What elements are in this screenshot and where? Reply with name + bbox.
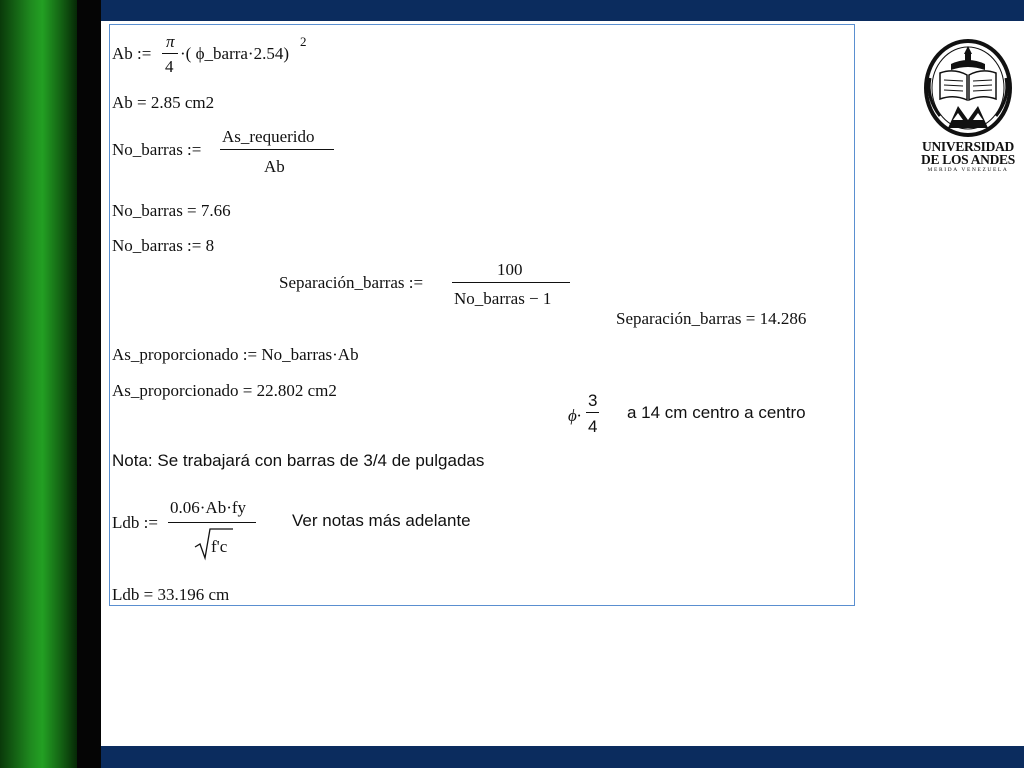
university-seal-icon	[918, 38, 1018, 138]
ldb-def-denominator: f'c	[211, 537, 228, 556]
bottom-band	[101, 746, 1024, 768]
phi-fraction-bar	[586, 412, 599, 413]
phi-symbol: ϕ·	[568, 406, 582, 425]
logo-line2: DE LOS ANDES	[921, 152, 1015, 167]
asprop-definition: As_proporcionado := No_barras·Ab	[112, 345, 359, 364]
university-logo	[918, 38, 1018, 178]
ab-fraction-bar	[162, 53, 178, 54]
nobarras-assign: No_barras := 8	[112, 236, 215, 255]
phi-numerator: 3	[588, 391, 598, 410]
phi-denominator: 4	[588, 417, 598, 436]
ab-def-lhs: Ab :=	[112, 44, 152, 63]
ab-def-numerator: π	[166, 32, 175, 51]
ab-def-exponent: 2	[300, 34, 307, 49]
mathcad-worksheet	[109, 24, 855, 606]
ldb-result: Ldb = 33.196 cm	[112, 585, 230, 604]
logo-line1: UNIVERSIDAD	[922, 139, 1014, 154]
ldb-note: Ver notas más adelante	[292, 511, 471, 530]
nobarras-def-lhs: No_barras :=	[112, 140, 202, 159]
separacion-fraction-bar	[452, 282, 570, 283]
phi-text: a 14 cm centro a centro	[627, 403, 806, 422]
sidebar-edge	[77, 0, 101, 768]
nota-text: Nota: Se trabajará con barras de 3/4 de pulgadas	[112, 451, 485, 470]
logo-line3: MERIDA VENEZUELA	[927, 167, 1009, 173]
asprop-result: As_proporcionado = 22.802 cm2	[112, 381, 337, 400]
ab-result: Ab = 2.85 cm2	[112, 93, 215, 112]
green-sidebar	[0, 0, 77, 768]
nobarras-fraction-bar	[220, 149, 334, 150]
ldb-def-numerator: 0.06·Ab·fy	[170, 498, 247, 517]
separacion-result: Separación_barras = 14.286	[616, 309, 807, 328]
top-band	[101, 0, 1024, 21]
nobarras-def-denominator: Ab	[264, 157, 285, 176]
separacion-def-lhs: Separación_barras :=	[279, 273, 424, 292]
separacion-def-numerator: 100	[497, 260, 523, 279]
ldb-def-lhs: Ldb :=	[112, 513, 158, 532]
ab-def-body: ·( ϕ_barra·2.54)	[180, 44, 290, 63]
separacion-def-denominator: No_barras − 1	[454, 289, 552, 308]
nobarras-result: No_barras = 7.66	[112, 201, 231, 220]
ldb-fraction-bar	[168, 522, 256, 523]
nobarras-def-numerator: As_requerido	[222, 127, 315, 146]
ab-def-denominator: 4	[165, 57, 174, 76]
